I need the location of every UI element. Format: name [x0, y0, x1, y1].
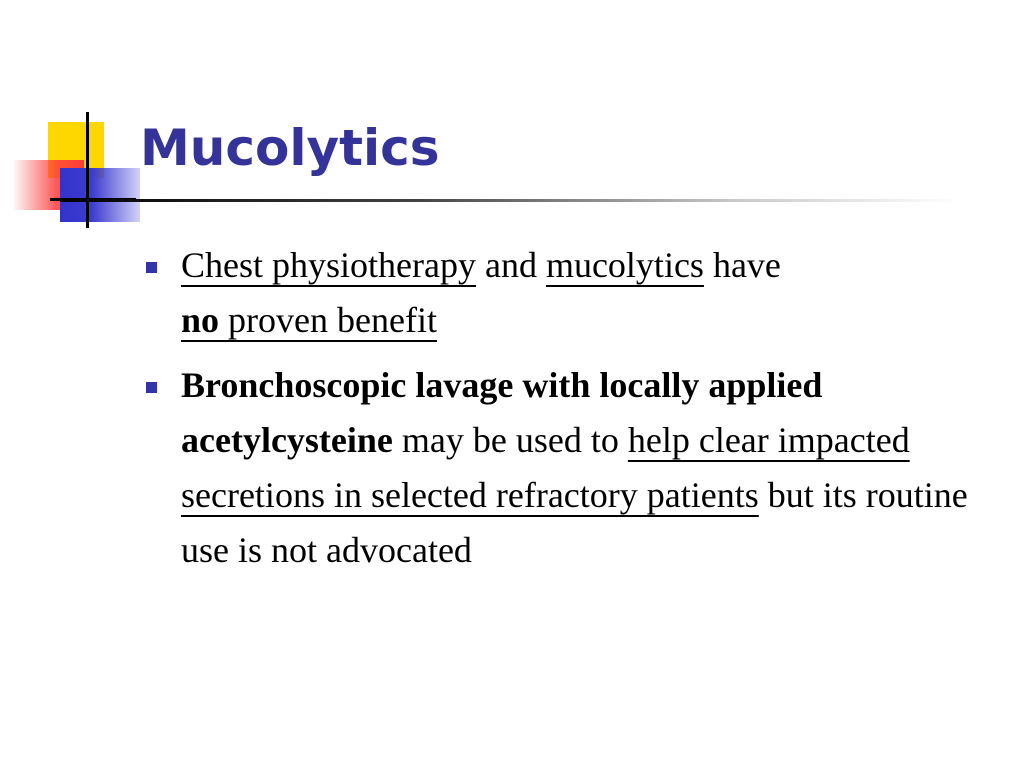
ornament-vertical-line — [86, 112, 89, 228]
bullet-list — [146, 238, 1006, 588]
bullet-square-icon — [146, 262, 157, 273]
bullet-text-segment: may be used to — [392, 420, 628, 460]
bullet-text-segment: and — [475, 245, 546, 285]
bullet-text-segment: Chest physiotherapy — [181, 245, 476, 285]
slide-title: Mucolytics — [140, 119, 440, 177]
ornament-blue-bar — [60, 168, 140, 222]
bullet-text-segment: help clear impacted secretions in selected refractory patients — [181, 420, 910, 515]
bullet-text-segment: mucolytics — [545, 245, 704, 285]
bullet-text-segment: have — [703, 245, 781, 285]
bullet-text-segment: but its routine use is not advocated — [181, 475, 968, 570]
bullet-item — [146, 358, 1006, 578]
bullet-item — [146, 238, 1006, 348]
corner-ornament — [0, 0, 140, 240]
bullet-text-segment: Bronchoscopic lavage with locally applied acetylcysteine — [181, 365, 823, 460]
title-rule — [60, 199, 960, 202]
bullet-text-segment: proven benefit — [219, 300, 437, 340]
bullet-square-icon — [146, 382, 157, 393]
bullet-text-segment: no — [181, 300, 220, 340]
